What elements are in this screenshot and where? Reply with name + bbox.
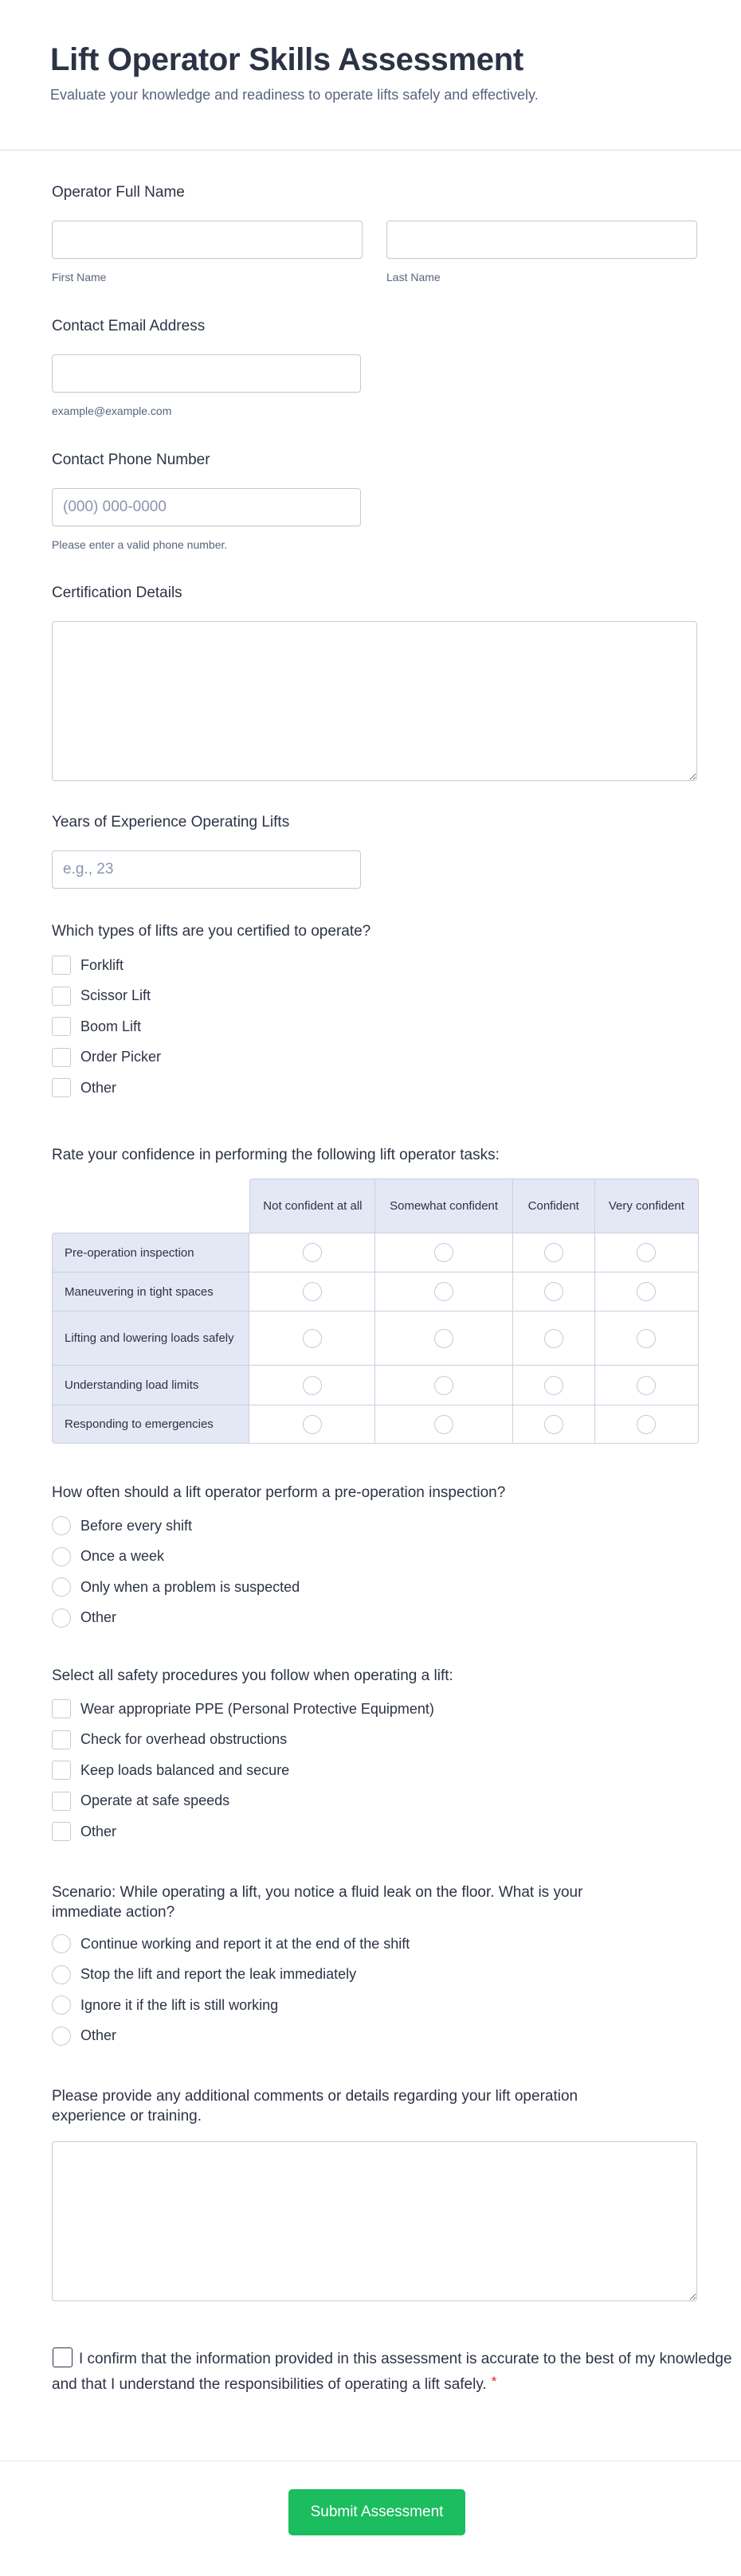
matrix-column-header: Confident xyxy=(513,1179,595,1233)
matrix-row-label: Maneuvering in tight spaces xyxy=(52,1272,249,1311)
matrix-radio[interactable] xyxy=(544,1282,563,1301)
matrix-row-label: Pre-operation inspection xyxy=(52,1233,249,1272)
matrix-radio[interactable] xyxy=(303,1243,322,1262)
confirmation-checkbox[interactable] xyxy=(53,2347,73,2367)
phone-label: Contact Phone Number xyxy=(52,451,210,468)
comments-textarea[interactable] xyxy=(52,2141,697,2301)
matrix-radio[interactable] xyxy=(637,1243,656,1262)
matrix-radio[interactable] xyxy=(637,1376,656,1395)
matrix-radio[interactable] xyxy=(544,1415,563,1434)
lift-types-question: Which types of lifts are you certified to operate? xyxy=(52,923,371,940)
lift-type-option-scissor-lift[interactable]: Scissor Lift xyxy=(52,981,370,1012)
certification-textarea[interactable] xyxy=(52,621,697,781)
certification-label: Certification Details xyxy=(52,584,182,601)
radio[interactable] xyxy=(52,2027,71,2046)
matrix-row-label: Lifting and lowering loads safely xyxy=(52,1311,249,1365)
matrix-row xyxy=(52,1405,699,1444)
matrix-radio[interactable] xyxy=(434,1329,453,1348)
confirmation-text: I confirm that the information provided in this assessment is accurate to the best of my knowledge and that I understand the responsibilities of operating a lift safely. xyxy=(52,2351,732,2393)
confirmation-label[interactable] xyxy=(52,2351,732,2393)
submit-button[interactable]: Submit Assessment xyxy=(288,2489,465,2535)
matrix-column-header: Somewhat confident xyxy=(375,1179,512,1233)
matrix-row xyxy=(52,1272,699,1311)
scenario-option-other[interactable]: Other xyxy=(52,2021,641,2052)
matrix-radio[interactable] xyxy=(303,1415,322,1434)
matrix-row-label: Understanding load limits xyxy=(52,1365,249,1405)
inspection-frequency-question: How often should a lift operator perform a pre-operation inspection? xyxy=(52,1484,506,1501)
matrix-radio[interactable] xyxy=(544,1329,563,1348)
safety-option-ppe[interactable]: Wear appropriate PPE (Personal Protective Equipment) xyxy=(52,1694,453,1725)
matrix-column-header: Very confident xyxy=(595,1179,699,1233)
first-name-input[interactable] xyxy=(52,221,363,259)
radio[interactable] xyxy=(52,1996,71,2015)
years-experience-field xyxy=(52,812,361,889)
years-experience-input[interactable] xyxy=(52,850,361,889)
radio[interactable] xyxy=(52,1547,71,1566)
form-header xyxy=(0,0,741,150)
lift-types-field xyxy=(52,921,370,1104)
matrix-radio[interactable] xyxy=(637,1329,656,1348)
matrix-radio[interactable] xyxy=(303,1282,322,1301)
matrix-radio[interactable] xyxy=(434,1282,453,1301)
matrix-row xyxy=(52,1233,699,1272)
checkbox[interactable] xyxy=(52,956,71,975)
last-name-input[interactable] xyxy=(386,221,697,259)
confidence-matrix-question: Rate your confidence in performing the following lift operator tasks: xyxy=(52,1147,500,1163)
page-subtitle: Evaluate your knowledge and readiness to operate lifts safely and effectively. xyxy=(50,87,539,103)
comments-label: Please provide any additional comments or details regarding your lift operation experience or training. xyxy=(52,2088,578,2125)
checkbox[interactable] xyxy=(52,1017,71,1036)
safety-procedures-question: Select all safety procedures you follow when operating a lift: xyxy=(52,1667,453,1684)
matrix-radio[interactable] xyxy=(434,1243,453,1262)
scenario-question: Scenario: While operating a lift, you notice a fluid leak on the floor. What is your immediate action? xyxy=(52,1884,583,1921)
first-name-sublabel: First Name xyxy=(52,271,107,283)
matrix-radio[interactable] xyxy=(303,1376,322,1395)
radio[interactable] xyxy=(52,1609,71,1628)
inspection-frequency-field xyxy=(52,1483,505,1633)
checkbox[interactable] xyxy=(52,1822,71,1841)
radio[interactable] xyxy=(52,1577,71,1597)
certification-field xyxy=(52,583,697,781)
inspection-option-before-every-shift[interactable]: Before every shift xyxy=(52,1511,505,1542)
matrix-radio[interactable] xyxy=(434,1415,453,1434)
checkbox[interactable] xyxy=(52,987,71,1006)
confidence-matrix xyxy=(52,1179,699,1444)
safety-option-safe-speeds[interactable]: Operate at safe speeds xyxy=(52,1786,453,1817)
years-experience-label: Years of Experience Operating Lifts xyxy=(52,814,290,831)
phone-input[interactable] xyxy=(52,488,361,526)
page-title: Lift Operator Skills Assessment xyxy=(50,42,523,77)
required-asterisk: * xyxy=(491,2374,497,2389)
matrix-row xyxy=(52,1365,699,1405)
radio[interactable] xyxy=(52,1516,71,1535)
phone-sublabel: Please enter a valid phone number. xyxy=(52,538,228,551)
lift-type-option-forklift[interactable]: Forklift xyxy=(52,950,370,981)
scenario-field xyxy=(52,1882,641,2051)
comments-field xyxy=(52,2086,697,2301)
matrix-radio[interactable] xyxy=(303,1329,322,1348)
matrix-row xyxy=(52,1311,699,1365)
matrix-radio[interactable] xyxy=(637,1282,656,1301)
matrix-radio[interactable] xyxy=(544,1243,563,1262)
email-input[interactable] xyxy=(52,354,361,393)
scenario-option-ignore[interactable]: Ignore it if the lift is still working xyxy=(52,1990,641,2021)
scenario-option-stop-and-report[interactable]: Stop the lift and report the leak immediately xyxy=(52,1960,641,1991)
full-name-label: Operator Full Name xyxy=(52,184,185,201)
safety-option-other[interactable]: Other xyxy=(52,1816,453,1847)
inspection-option-only-when-suspected[interactable]: Only when a problem is suspected xyxy=(52,1572,505,1603)
checkbox[interactable] xyxy=(52,1048,71,1067)
inspection-option-other[interactable]: Other xyxy=(52,1603,505,1634)
checkbox[interactable] xyxy=(52,1792,71,1811)
email-label: Contact Email Address xyxy=(52,318,206,334)
email-field xyxy=(52,316,361,418)
last-name-sublabel: Last Name xyxy=(386,271,441,283)
phone-field xyxy=(52,450,361,552)
checkbox[interactable] xyxy=(52,1761,71,1780)
confidence-matrix-field xyxy=(52,1145,699,1444)
radio[interactable] xyxy=(52,1965,71,1984)
email-sublabel: example@example.com xyxy=(52,405,172,417)
radio[interactable] xyxy=(52,1934,71,1953)
matrix-radio[interactable] xyxy=(544,1376,563,1395)
lift-type-option-other[interactable]: Other xyxy=(52,1073,370,1104)
checkbox[interactable] xyxy=(52,1730,71,1749)
matrix-corner xyxy=(52,1179,249,1233)
confirmation-field xyxy=(52,2347,741,2396)
inspection-option-once-a-week[interactable]: Once a week xyxy=(52,1542,505,1573)
checkbox[interactable] xyxy=(52,1699,71,1718)
scenario-option-continue-working[interactable]: Continue working and report it at the end of the shift xyxy=(52,1929,641,1960)
matrix-column-header: Not confident at all xyxy=(249,1179,375,1233)
safety-procedures-field xyxy=(52,1666,453,1847)
lift-type-option-boom-lift[interactable]: Boom Lift xyxy=(52,1011,370,1042)
matrix-row-label: Responding to emergencies xyxy=(52,1405,249,1444)
matrix-radio[interactable] xyxy=(434,1376,453,1395)
matrix-radio[interactable] xyxy=(637,1415,656,1434)
checkbox[interactable] xyxy=(52,1078,71,1097)
safety-option-loads-balanced[interactable]: Keep loads balanced and secure xyxy=(52,1755,453,1786)
full-name-field xyxy=(52,182,697,284)
lift-type-option-order-picker[interactable]: Order Picker xyxy=(52,1042,370,1073)
safety-option-overhead-obstructions[interactable]: Check for overhead obstructions xyxy=(52,1725,453,1756)
